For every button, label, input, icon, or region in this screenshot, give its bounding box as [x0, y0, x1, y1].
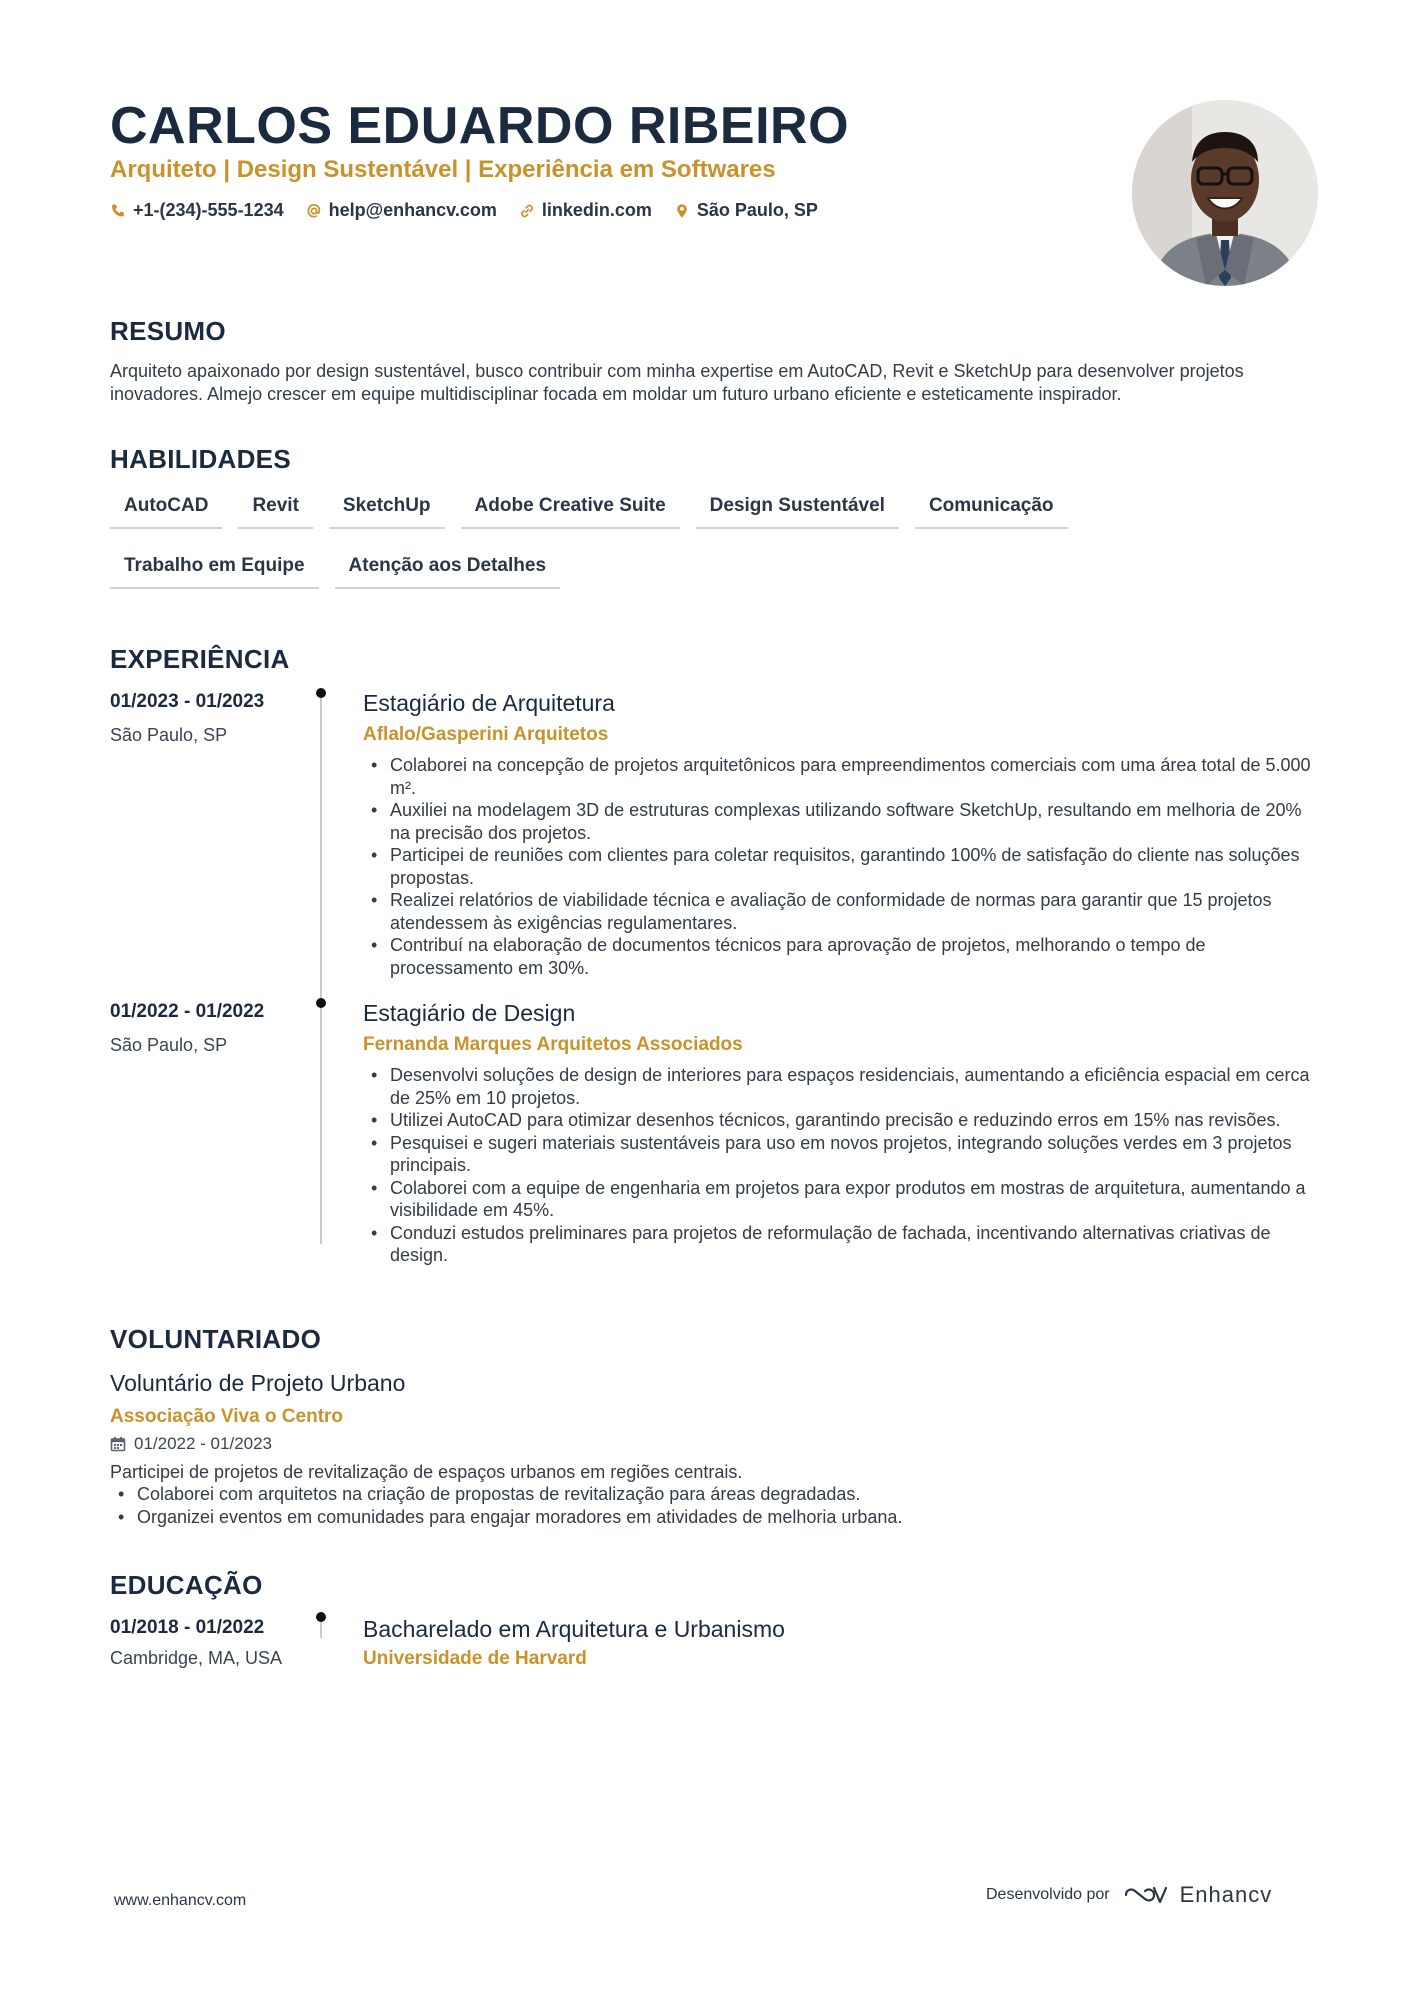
- skills-list: [110, 495, 1110, 589]
- candidate-subtitle: Arquiteto | Design Sustentável | Experiência em Softwares: [110, 156, 776, 183]
- link-icon: [519, 203, 535, 219]
- skills-title: HABILIDADES: [110, 444, 291, 474]
- avatar-illustration: [1132, 100, 1318, 286]
- volunteer-title: VOLUNTARIADO: [110, 1324, 322, 1354]
- skill-tag: Comunicação: [915, 495, 1068, 529]
- volunteer-organization: Associação Viva o Centro: [110, 1406, 344, 1427]
- volunteer-description: Participei de projetos de revitalização de espaços urbanos em regiões centrais.: [110, 1462, 743, 1482]
- list-item: • Conduzi estudos preliminares para projetos de reformulação de fachada, incentivando alternativas criativas de design.: [363, 1222, 1313, 1267]
- footer-brand: [986, 1882, 1272, 1908]
- list-item: • Colaborei com a equipe de engenharia em projetos para expor produtos em mostras de arquitetura, aumentando a visibilidade em 45%.: [363, 1177, 1313, 1222]
- summary-text: Arquiteto apaixonado por design sustentável, busco contribuir com minha expertise em AutoCAD, Revit e SketchUp para desenvolver projetos inovadores. Almejo crescer em equipe multidisciplinar focada em moldar um futuro urbano eficiente e esteticamente inspirador.: [110, 361, 1244, 404]
- experience-company: Fernanda Marques Arquitetos Associados: [363, 1034, 743, 1055]
- timeline-dot: [316, 688, 326, 698]
- list-item: • Organizei eventos em comunidades para engajar moradores em atividades de melhoria urbana.: [110, 1506, 1310, 1529]
- footer-website[interactable]: www.enhancv.com: [114, 1892, 247, 1909]
- education-location: Cambridge, MA, USA: [110, 1648, 283, 1668]
- candidate-name: CARLOS EDUARDO RIBEIRO: [110, 97, 850, 155]
- phone-icon: [110, 203, 126, 219]
- experience-role: Estagiário de Arquitetura: [363, 690, 615, 716]
- experience-title: EXPERIÊNCIA: [110, 644, 290, 674]
- contact-linkedin-text: linkedin.com: [541, 200, 652, 220]
- contact-phone-text: +1-(234)-555-1234: [133, 200, 284, 220]
- experience-company: Aflalo/Gasperini Arquitetos: [363, 724, 609, 745]
- skill-tag: Revit: [238, 495, 312, 529]
- experience-timeline: [320, 694, 322, 1244]
- list-item: • Participei de reuniões com clientes para coletar requisitos, garantindo 100% de satisfação do cliente nas soluções propostas.: [363, 844, 1313, 889]
- list-item: • Desenvolvi soluções de design de interiores para espaços residenciais, aumentando a eficiência espacial em cerca de 25% em 10 projetos.: [363, 1064, 1313, 1109]
- volunteer-role: Voluntário de Projeto Urbano: [110, 1370, 406, 1396]
- profile-photo: [1132, 100, 1318, 286]
- list-item: • Utilizei AutoCAD para otimizar desenhos técnicos, garantindo precisão e reduzindo erros em 15% nas revisões.: [363, 1109, 1313, 1132]
- education-school: Universidade de Harvard: [363, 1648, 587, 1669]
- experience-bullets: [363, 754, 1313, 979]
- experience-location: São Paulo, SP: [110, 725, 228, 745]
- brand-name: Enhancv: [1179, 1882, 1273, 1907]
- timeline-dot: [316, 998, 326, 1008]
- contact-location-text: São Paulo, SP: [696, 200, 818, 220]
- calendar-icon: [110, 1436, 126, 1452]
- list-item: • Contribuí na elaboração de documentos técnicos para aprovação de projetos, melhorando o tempo de processamento em 30%.: [363, 934, 1313, 979]
- skill-tag: Trabalho em Equipe: [110, 555, 319, 589]
- contact-email: [306, 200, 497, 221]
- list-item: • Colaborei com arquitetos na criação de propostas de revitalização para áreas degradadas.: [110, 1483, 1310, 1506]
- powered-by-text: Desenvolvido por: [986, 1886, 1110, 1903]
- volunteer-bullets: [110, 1483, 1310, 1528]
- education-date: 01/2018 - 01/2022: [110, 1617, 265, 1638]
- contact-linkedin: [519, 200, 652, 221]
- volunteer-date: 01/2022 - 01/2023: [134, 1434, 273, 1453]
- skill-tag: SketchUp: [329, 495, 445, 529]
- contact-location: [674, 200, 818, 221]
- list-item: • Pesquisei e sugeri materiais sustentáveis para uso em novos projetos, integrando soluções verdes em 3 projetos principais.: [363, 1132, 1313, 1177]
- list-item: • Auxiliei na modelagem 3D de estruturas complexas utilizando software SketchUp, resultando em melhoria de 20% na precisão dos projetos.: [363, 799, 1313, 844]
- skill-tag: Atenção aos Detalhes: [335, 555, 560, 589]
- skill-tag: AutoCAD: [110, 495, 222, 529]
- experience-role: Estagiário de Design: [363, 1000, 576, 1026]
- location-pin-icon: [674, 203, 690, 219]
- volunteer-date-row: [110, 1434, 272, 1454]
- at-icon: [306, 203, 322, 219]
- list-item: • Colaborei na concepção de projetos arquitetônicos para empreendimentos comerciais com uma área total de 5.000 m².: [363, 754, 1313, 799]
- skill-tag: Adobe Creative Suite: [461, 495, 680, 529]
- enhancv-logo-icon: [1122, 1883, 1168, 1907]
- contact-email-text: help@enhancv.com: [328, 200, 497, 220]
- list-item: • Realizei relatórios de viabilidade técnica e avaliação de conformidade de normas para garantir que 15 projetos atendessem às exigências regulamentares.: [363, 889, 1313, 934]
- education-degree: Bacharelado em Arquitetura e Urbanismo: [363, 1616, 785, 1642]
- experience-bullets: [363, 1064, 1313, 1267]
- summary-title: RESUMO: [110, 316, 226, 346]
- education-title: EDUCAÇÃO: [110, 1570, 263, 1600]
- contact-bar: [110, 200, 818, 221]
- timeline-dot: [316, 1612, 326, 1622]
- skill-tag: Design Sustentável: [696, 495, 899, 529]
- experience-date: 01/2023 - 01/2023: [110, 691, 265, 712]
- experience-date: 01/2022 - 01/2022: [110, 1001, 265, 1022]
- contact-phone: [110, 200, 284, 221]
- experience-location: São Paulo, SP: [110, 1035, 228, 1055]
